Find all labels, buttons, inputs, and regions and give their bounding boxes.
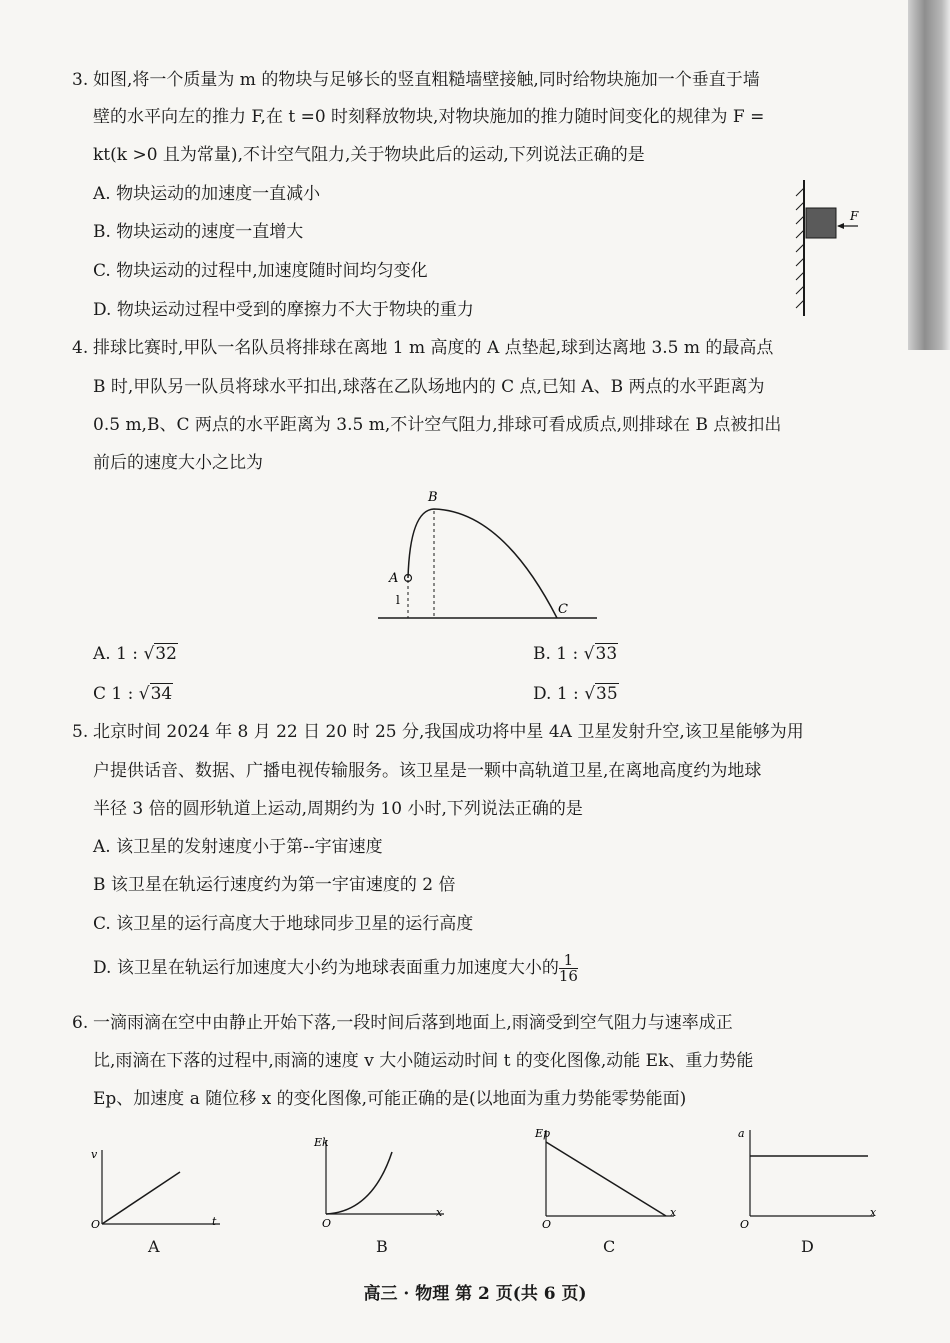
q4-option-a-prefix: A. 1 : bbox=[93, 644, 144, 664]
q3-line-2: 壁的水平向左的推力 F,在 t =0 时刻释放物块,对物块施加的推力随时间变化的规律为 F = bbox=[93, 107, 765, 127]
q4-line-1: 排球比赛时,甲队一名队员将排球在离地 1 m 高度的 A 点垫起,球到达离地 3.5 m 的最高点 bbox=[93, 338, 774, 358]
q4-number: 4. bbox=[72, 338, 89, 358]
q5-option-a: A. 该卫星的发射速度小于第--宇宙速度 bbox=[93, 837, 383, 857]
q4-option-a-radicand: 32 bbox=[155, 644, 177, 664]
q5-line-2: 户提供话音、数据、广播电视传输服务。该卫星是一颗中高轨道卫星,在离地高度约为地球 bbox=[93, 761, 762, 781]
q4-line-3: 0.5 m,B、C 两点的水平距离为 3.5 m,不计空气阻力,排球可看成质点,则排球在 B 点被扣出 bbox=[93, 415, 782, 435]
page-footer: 高三 · 物理 第 2 页(共 6 页) bbox=[363, 1284, 587, 1304]
q4-point-c-label: C bbox=[558, 602, 568, 617]
q6-graph-c-ylabel: Ep bbox=[535, 1127, 551, 1140]
q5-option-b: B 该卫星在轨运行速度约为第一宇宙速度的 2 倍 bbox=[93, 875, 456, 895]
q6-graph-d bbox=[732, 1124, 882, 1231]
q3-force-label: F bbox=[850, 209, 859, 223]
q5-option-d-numerator: 1 bbox=[559, 953, 578, 969]
q6-graph-a-origin: O bbox=[91, 1218, 101, 1231]
q4-point-a-label: A bbox=[389, 571, 399, 586]
q6-number: 6. bbox=[72, 1013, 89, 1033]
q3-option-c: C. 物块运动的过程中,加速度随时间均匀变化 bbox=[93, 261, 428, 281]
svg-text:l: l bbox=[396, 593, 400, 607]
q6-line-3: Ep、加速度 a 随位移 x 的变化图像,可能正确的是(以地面为重力势能零势能面) bbox=[93, 1089, 687, 1109]
q6-graph-a-xlabel: t bbox=[212, 1215, 217, 1228]
q3-option-a: A. 物块运动的加速度一直减小 bbox=[93, 184, 321, 204]
q3-option-d: D. 物块运动过程中受到的摩擦力不大于物块的重力 bbox=[93, 300, 474, 320]
q6-graph-d-origin: O bbox=[740, 1218, 750, 1231]
q5-line-1: 北京时间 2024 年 8 月 22 日 20 时 25 分,我国成功将中星 4A 卫星发射升空,该卫星能够为用 bbox=[93, 722, 804, 742]
q4-line-2: B 时,甲队另一队员将球水平扣出,球落在乙队场地内的 C 点,已知 A、B 两点的水平距离为 bbox=[93, 377, 765, 397]
q6-graph-c bbox=[532, 1124, 682, 1231]
q4-option-b-prefix: B. 1 : bbox=[533, 644, 584, 664]
q3-line-3: kt(k >0 且为常量),不计空气阻力,关于物块此后的运动,下列说法正确的是 bbox=[93, 145, 645, 165]
q4-option-d-prefix: D. 1 : bbox=[533, 684, 585, 704]
q3-wall-figure bbox=[790, 178, 860, 318]
q6-graph-c-xlabel: x bbox=[670, 1206, 677, 1219]
q4-line-4: 前后的速度大小之比为 bbox=[93, 453, 263, 473]
q4-option-c-prefix: C 1 : bbox=[93, 684, 139, 704]
q6-graph-c-origin: O bbox=[542, 1218, 552, 1231]
q4-option-b-radicand: 33 bbox=[595, 644, 618, 664]
q5-option-d bbox=[93, 953, 578, 984]
q6-graph-b-origin: O bbox=[322, 1217, 332, 1230]
q4-trajectory-figure bbox=[372, 485, 602, 630]
q6-graph-b bbox=[312, 1134, 452, 1231]
q4-point-b-label: B bbox=[428, 490, 438, 505]
q5-line-3: 半径 3 倍的圆形轨道上运动,周期约为 10 小时,下列说法正确的是 bbox=[93, 799, 583, 819]
q3-option-b: B. 物块运动的速度一直增大 bbox=[93, 222, 304, 242]
q5-option-d-denominator: 16 bbox=[558, 967, 578, 985]
q6-line-2: 比,雨滴在下落的过程中,雨滴的速度 v 大小随运动时间 t 的变化图像,动能 Ek、重力势能 bbox=[93, 1051, 754, 1071]
q5-option-c: C. 该卫星的运行高度大于地球同步卫星的运行高度 bbox=[93, 914, 474, 934]
q6-graph-d-caption: D bbox=[801, 1237, 814, 1256]
q6-graph-d-ylabel: a bbox=[738, 1127, 745, 1140]
q6-graph-a-ylabel: v bbox=[91, 1148, 98, 1161]
q6-line-1: 一滴雨滴在空中由静止开始下落,一段时间后落到地面上,雨滴受到空气阻力与速率成正 bbox=[93, 1013, 733, 1033]
q4-option-d: D. 1 : √35 bbox=[533, 684, 618, 704]
q4-option-d-radicand: 35 bbox=[596, 684, 618, 704]
page-edge-shadow bbox=[908, 0, 950, 350]
q6-graph-b-caption: B bbox=[376, 1237, 388, 1256]
q6-graph-a bbox=[88, 1146, 228, 1231]
q5-option-d-text: D. 该卫星在轨运行加速度大小约为地球表面重力加速度大小的 bbox=[93, 958, 559, 978]
q5-number: 5. bbox=[72, 722, 89, 742]
q4-option-b: B. 1 : √33 bbox=[533, 644, 618, 664]
q6-graph-b-ylabel: Ek bbox=[314, 1136, 329, 1149]
q6-graph-d-xlabel: x bbox=[870, 1206, 877, 1219]
q3-number: 3. bbox=[72, 70, 89, 90]
q6-graph-a-caption: A bbox=[148, 1237, 160, 1256]
q4-option-a: A. 1 : √32 bbox=[93, 644, 177, 664]
q4-option-c: C 1 : √34 bbox=[93, 684, 173, 704]
q6-graph-b-xlabel: x bbox=[436, 1206, 443, 1219]
q6-graph-c-caption: C bbox=[603, 1237, 616, 1256]
q4-option-c-radicand: 34 bbox=[150, 684, 173, 704]
q3-line-1: 如图,将一个质量为 m 的物块与足够长的竖直粗糙墙壁接触,同时给物块施加一个垂直于墙 bbox=[93, 70, 760, 90]
